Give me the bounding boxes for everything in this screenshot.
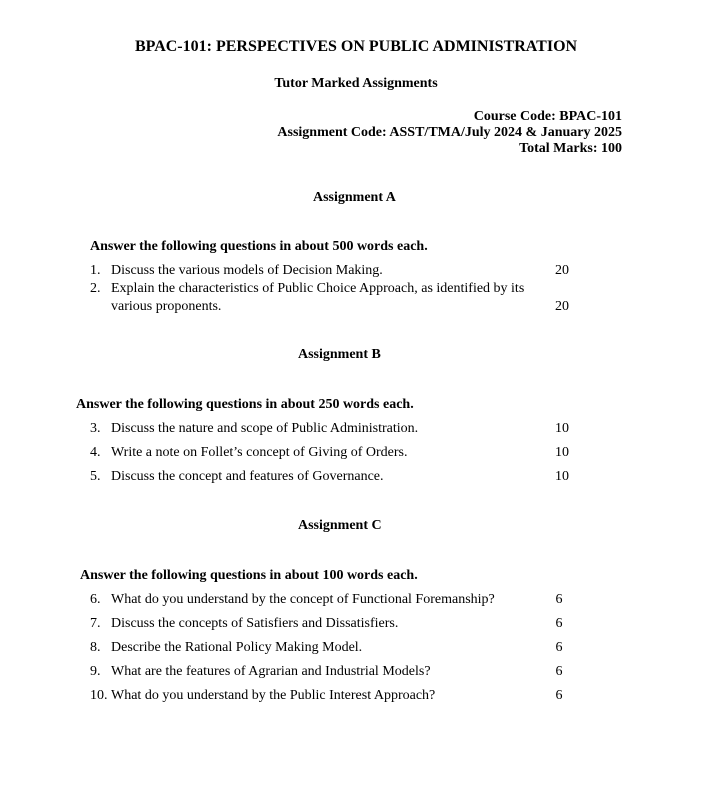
- assignment-code: Assignment Code: ASST/TMA/July 2024 & January 2025: [277, 125, 622, 140]
- question-text: What do you understand by the Public Interest Approach?: [111, 688, 436, 703]
- instruction-b: Answer the following questions in about 250 words each.: [76, 397, 414, 412]
- question-text: Write a note on Follet’s concept of Giving of Orders.: [111, 445, 408, 460]
- question-text: Explain the characteristics of Public Choice Approach, as identified by its: [111, 281, 525, 296]
- question-text: What do you understand by the concept of Functional Foremanship?: [111, 592, 495, 607]
- question-marks: 20: [555, 299, 569, 314]
- page-title: BPAC-101: PERSPECTIVES ON PUBLIC ADMINISTRATION: [134, 38, 578, 55]
- question-number: 5.: [90, 469, 101, 484]
- question-text: Discuss the concept and features of Governance.: [111, 469, 384, 484]
- question-number: 3.: [90, 421, 101, 436]
- instruction-a: Answer the following questions in about 500 words each.: [90, 239, 428, 254]
- section-heading-a: Assignment A: [313, 190, 396, 205]
- question-number: 8.: [90, 640, 101, 655]
- instruction-c: Answer the following questions in about 100 words each.: [80, 568, 418, 583]
- question-number: 9.: [90, 664, 101, 679]
- question-marks: 6: [555, 616, 563, 631]
- question-number: 2.: [90, 281, 101, 296]
- question-text: Discuss the nature and scope of Public Administration.: [111, 421, 419, 436]
- section-heading-b: Assignment B: [298, 347, 381, 362]
- question-number: 1.: [90, 263, 101, 278]
- question-marks: 10: [555, 445, 569, 460]
- question-text-continued: various proponents.: [111, 299, 222, 314]
- question-text: Describe the Rational Policy Making Model.: [111, 640, 363, 655]
- question-marks: 6: [555, 688, 563, 703]
- question-marks: 20: [555, 263, 569, 278]
- course-code: Course Code: BPAC-101: [473, 109, 622, 124]
- question-marks: 6: [555, 592, 563, 607]
- question-marks: 10: [555, 469, 569, 484]
- question-number: 10.: [90, 688, 108, 703]
- question-marks: 6: [555, 640, 563, 655]
- question-number: 6.: [90, 592, 101, 607]
- question-text: Discuss the various models of Decision Making.: [111, 263, 383, 278]
- page-subtitle: Tutor Marked Assignments: [274, 76, 438, 91]
- question-marks: 10: [555, 421, 569, 436]
- question-text: What are the features of Agrarian and Industrial Models?: [111, 664, 431, 679]
- question-number: 4.: [90, 445, 101, 460]
- question-marks: 6: [555, 664, 563, 679]
- total-marks: Total Marks: 100: [519, 141, 622, 156]
- section-heading-c: Assignment C: [298, 518, 382, 533]
- question-number: 7.: [90, 616, 101, 631]
- question-text: Discuss the concepts of Satisfiers and Dissatisfiers.: [111, 616, 399, 631]
